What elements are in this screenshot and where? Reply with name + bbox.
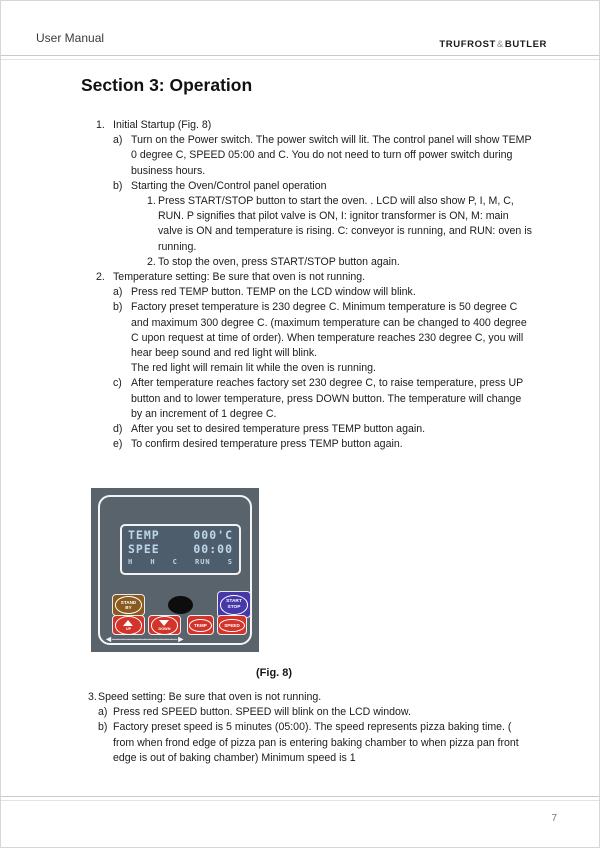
- direction-arrows: [104, 635, 194, 644]
- control-panel-figure: [91, 488, 259, 652]
- item-text: Speed setting: Be sure that oven is not running.: [98, 691, 322, 703]
- subitem-text: Starting the Oven/Control panel operation: [131, 179, 327, 192]
- temp-button-label: TEMP: [189, 619, 212, 632]
- indicator-light: [168, 596, 193, 614]
- temp-button: [187, 615, 214, 635]
- subitem-text: Press red TEMP button. TEMP on the LCD window will blink.: [131, 286, 416, 299]
- subitem-text: Turn on the Power switch. The power switch will lit. The control panel will show TEMP 0 degree C, SPEED 05:00 and C. You do not need to turn off power switch during business hours.: [131, 134, 532, 177]
- figure-caption: (Fig. 8): [256, 667, 293, 679]
- lcd-line-speed: [128, 542, 233, 556]
- list-item: [96, 118, 533, 133]
- down-button-label: DOWN: [158, 626, 171, 631]
- list-subitem: [113, 133, 533, 179]
- subitem-label: b): [98, 721, 108, 734]
- subitem-label: b): [113, 179, 123, 192]
- subitem-label: a): [113, 134, 123, 147]
- lcd-display: [120, 524, 241, 575]
- list-subitem: [113, 376, 533, 422]
- subitem-text: Factory preset speed is 5 minutes (05:00). The speed represents pizza baking time. ( from when frond edge of pizza pan is entering baking chamber to when pizza pan front edge is out of baking chamber) Minimum speed is 1: [113, 721, 519, 764]
- start-stop-button: [217, 591, 251, 618]
- list-item: [88, 690, 535, 705]
- nested-text: Press START/STOP button to start the oven. . LCD will also show P, I, M, C, RUN. P signifies that pilot valve is ON, I: ignitor transformer is ON, M: main valve is ON and temperature is rising. C: conveyor is running, and RUN: oven is running.: [158, 195, 532, 253]
- list-subitem: [113, 437, 533, 452]
- subitem-continuation: The red light will remain lit while the oven is running.: [131, 362, 376, 375]
- down-button: [148, 615, 181, 635]
- lcd-line-temp: [128, 528, 233, 542]
- list-nested-item: [147, 194, 533, 255]
- item-number: 3.: [88, 691, 97, 703]
- speed-button: [217, 615, 247, 635]
- subitem-text: After you set to desired temperature press TEMP button again.: [131, 423, 426, 436]
- left-arrow-icon: ◄──────: [104, 634, 145, 644]
- up-arrow-icon: [123, 620, 133, 626]
- instruction-list: [96, 118, 533, 452]
- subitem-text: Press red SPEED button. SPEED will blink on the LCD window.: [113, 706, 411, 719]
- nested-number: 1.: [147, 195, 156, 208]
- nested-text: To stop the oven, press START/STOP button again.: [158, 255, 400, 268]
- standby-button: [112, 594, 145, 616]
- lcd-status-c: C: [172, 558, 178, 566]
- item-number: 1.: [96, 119, 105, 131]
- brand-ampersand: &: [496, 39, 504, 50]
- subitem-text: To confirm desired temperature press TEMP button again.: [131, 438, 403, 451]
- header-rule: [1, 55, 600, 60]
- list-subitem: [113, 422, 533, 437]
- list-subitem: [98, 720, 535, 766]
- lcd-status-h2: H: [150, 558, 156, 566]
- item-text: Temperature setting: Be sure that oven is not running.: [113, 271, 366, 284]
- nested-number: 2.: [147, 255, 156, 268]
- up-button: [112, 615, 145, 635]
- list-subitem: [113, 285, 533, 300]
- standby-button-label: STAND BY: [115, 596, 143, 614]
- lcd-speed-value: 00:00: [193, 542, 233, 556]
- down-arrow-icon: [159, 620, 169, 626]
- item-text: Initial Startup (Fig. 8): [113, 119, 212, 131]
- brand-logo: [439, 39, 547, 50]
- page-number: 7: [551, 813, 557, 824]
- list-subitem: [113, 300, 533, 361]
- lcd-temp-label: TEMP: [128, 528, 160, 542]
- right-arrow-icon: ──────►: [144, 634, 185, 644]
- section-title: Section 3: Operation: [81, 75, 253, 95]
- brand-part-2: BUTLER: [504, 39, 547, 50]
- stop-label: STOP: [227, 604, 241, 610]
- subitem-label: d): [113, 423, 123, 436]
- subitem-label: b): [113, 301, 123, 314]
- subitem-label: e): [113, 438, 123, 451]
- lcd-temp-value: 000'C: [193, 528, 233, 542]
- list-item: [96, 270, 533, 285]
- start-label: START: [226, 598, 242, 604]
- item-number: 2.: [96, 271, 105, 284]
- footer-rule: [1, 796, 600, 801]
- speed-button-label: SPEED: [219, 619, 244, 632]
- lcd-status-s: S: [227, 558, 233, 566]
- lcd-status-line: [128, 558, 233, 566]
- list-subitem: [113, 179, 533, 194]
- subitem-label: a): [113, 286, 123, 299]
- subitem-label: a): [98, 706, 108, 719]
- lcd-speed-label: SPEE: [128, 542, 160, 556]
- list-subitem: [98, 705, 535, 720]
- subitem-label: c): [113, 377, 122, 390]
- subitem-text: Factory preset temperature is 230 degree C. Minimum temperature is 50 degree C and maximum 300 degree C. (maximum temperature can be changed to 400 degree C upon request at time of order). When temperature reaches 230 degree C, you will hear beep sound and red light will blink.: [131, 301, 527, 360]
- up-button-label: UP: [125, 626, 132, 631]
- lcd-status-run: RUN: [194, 558, 211, 566]
- list-nested-item: [147, 255, 533, 270]
- lcd-status-h1: H: [128, 558, 134, 566]
- brand-part-1: TRUFROST: [439, 39, 496, 50]
- instruction-list-3: [88, 690, 535, 766]
- subitem-text: After temperature reaches factory set 230 degree C, to raise temperature, press UP button and to lower temperature, press DOWN button. The temperature will change by an increment of 1 degree C.: [131, 377, 523, 420]
- doc-type-label: User Manual: [36, 31, 105, 45]
